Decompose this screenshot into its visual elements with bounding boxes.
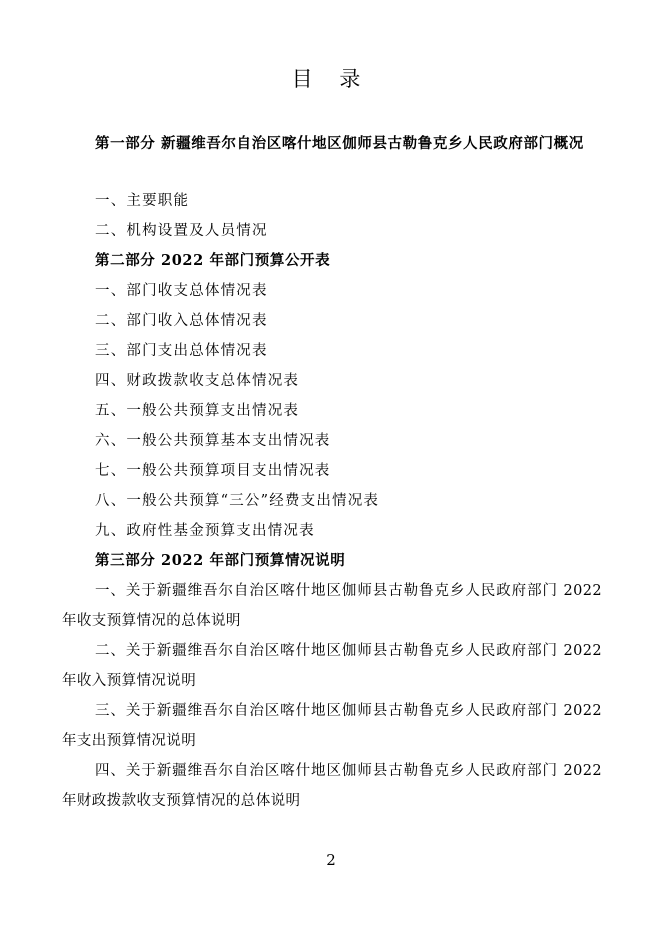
toc-item: 一、关于新疆维吾尔自治区喀什地区伽师县古勒鲁克乡人民政府部门 2022 年收支预算情况的总体说明 [62, 583, 602, 629]
toc-item: 一、部门收支总体情况表 [95, 283, 268, 299]
toc-item: 九、政府性基金预算支出情况表 [95, 523, 315, 539]
page-title: 目 录 [291, 67, 371, 91]
toc-item: 一、主要职能 [95, 193, 190, 209]
toc-item: 四、财政拨款收支总体情况表 [95, 373, 300, 389]
toc-item: 四、关于新疆维吾尔自治区喀什地区伽师县古勒鲁克乡人民政府部门 2022 年财政拨款收支预算情况的总体说明 [62, 763, 602, 809]
toc-item: 八、一般公共预算“三公”经费支出情况表 [95, 493, 380, 509]
toc-item: 三、关于新疆维吾尔自治区喀什地区伽师县古勒鲁克乡人民政府部门 2022 年支出预算情况说明 [62, 703, 602, 749]
toc-item: 六、一般公共预算基本支出情况表 [95, 433, 331, 449]
toc-item: 二、部门收入总体情况表 [95, 313, 268, 329]
toc-item: 七、一般公共预算项目支出情况表 [95, 463, 331, 479]
page-number: 2 [326, 851, 336, 869]
toc-item: 二、关于新疆维吾尔自治区喀什地区伽师县古勒鲁克乡人民政府部门 2022 年收入预算情况说明 [62, 643, 602, 689]
part3-heading: 第三部分 2022 年部门预算情况说明 [95, 552, 346, 569]
toc-item: 三、部门支出总体情况表 [95, 343, 268, 359]
toc-item: 二、机构设置及人员情况 [95, 223, 268, 239]
part1-heading: 第一部分 新疆维吾尔自治区喀什地区伽师县古勒鲁克乡人民政府部门概况 [95, 135, 584, 152]
part2-heading: 第二部分 2022 年部门预算公开表 [95, 252, 331, 269]
toc-item: 五、一般公共预算支出情况表 [95, 403, 300, 419]
